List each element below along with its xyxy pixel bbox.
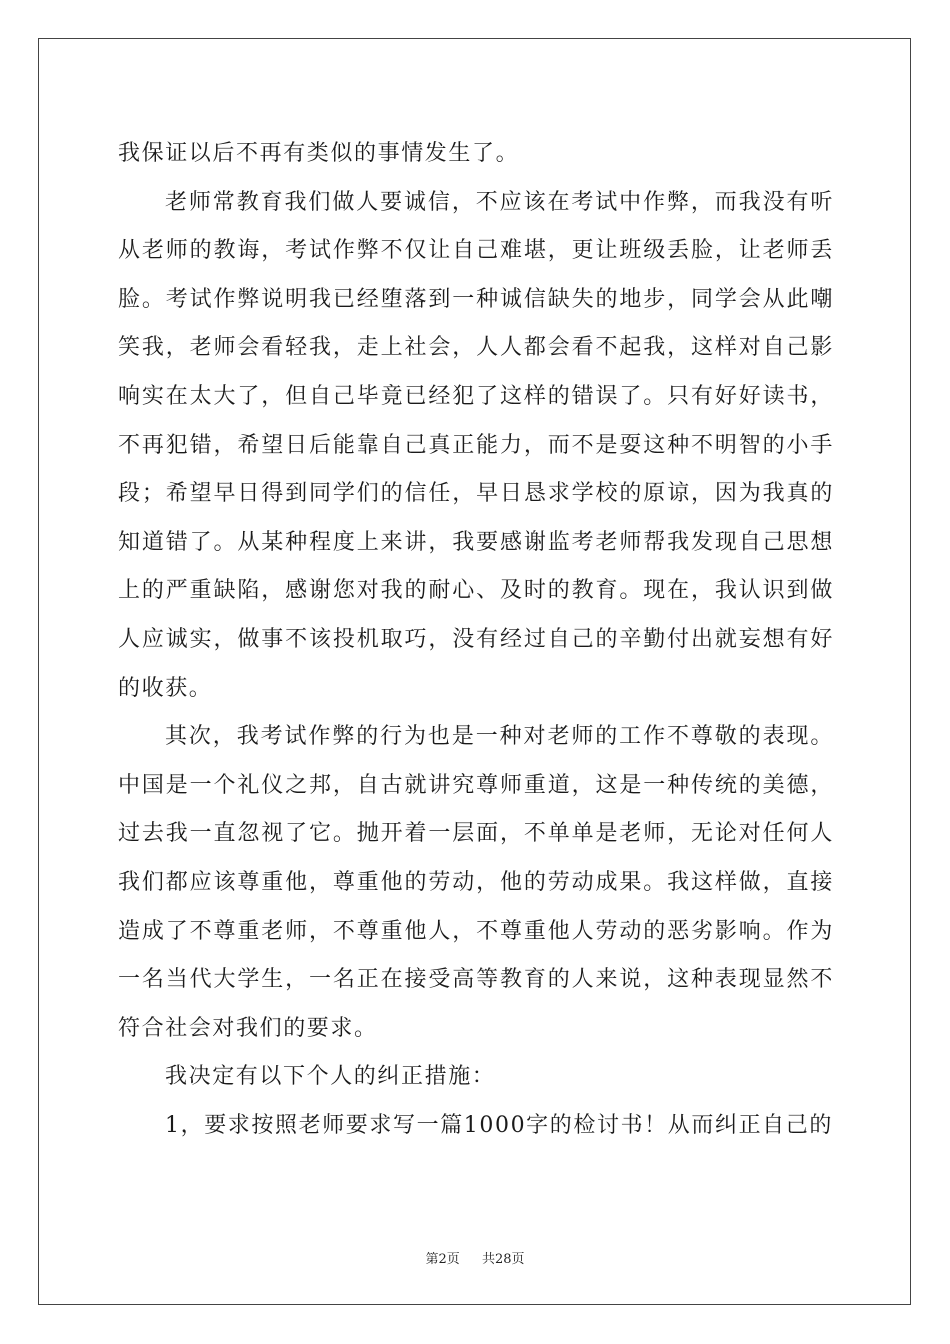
document-body <box>118 130 834 1150</box>
page-number: 第2页 <box>425 1252 460 1267</box>
paragraph-1: 我保证以后不再有类似的事情发生了。 <box>118 141 520 166</box>
paragraph-4: 我决定有以下个人的纠正措施： <box>165 1064 496 1090</box>
paragraph-5: 1，要求按照老师要求写一篇1000字的检讨书！从而纠正自己的 <box>165 1112 833 1138</box>
total-pages: 共28页 <box>482 1252 525 1267</box>
page-footer <box>0 1248 950 1267</box>
paragraph-2: 老师常教育我们做人要诚信，不应该在考试中作弊，而我没有听从老师的教诲，考试作弊不仅让自己难堪，更让班级丢脸，让老师丢脸。考试作弊说明我已经堕落到一种诚信缺失的地步，同学会从此嘲笑我，老师会看轻我，走上社会，人人都会看不起我，这样对自己影响实在太大了，但自己毕竟已经犯了这样的错误了。只有好好读书，不再犯错，希望日后能靠自己真正能力，而不是耍这种不明智的小手段；希望早日得到同学们的信任，早日恳求学校的原谅，因为我真的知道错了。从某种程度上来讲，我要感谢监考老师帮我发现自己思想上的严重缺陷，感谢您对我的耐心、及时的教育。现在，我认识到做人应诚实，做事不该投机取巧，没有经过自己的辛勤付出就妄想有好的收获。 <box>118 189 834 701</box>
paragraph-3: 其次，我考试作弊的行为也是一种对老师的工作不尊敬的表现。中国是一个礼仪之邦，自古就讲究尊师重道，这是一种传统的美德，过去我一直忽视了它。抛开着一层面，不单单是老师，无论对任何人我们都应该尊重他，尊重他的劳动，他的劳动成果。我这样做，直接造成了不尊重老师，不尊重他人，不尊重他人劳动的恶劣影响。作为一名当代大学生，一名正在接受高等教育的人来说，这种表现显然不符合社会对我们的要求。 <box>118 724 834 1041</box>
